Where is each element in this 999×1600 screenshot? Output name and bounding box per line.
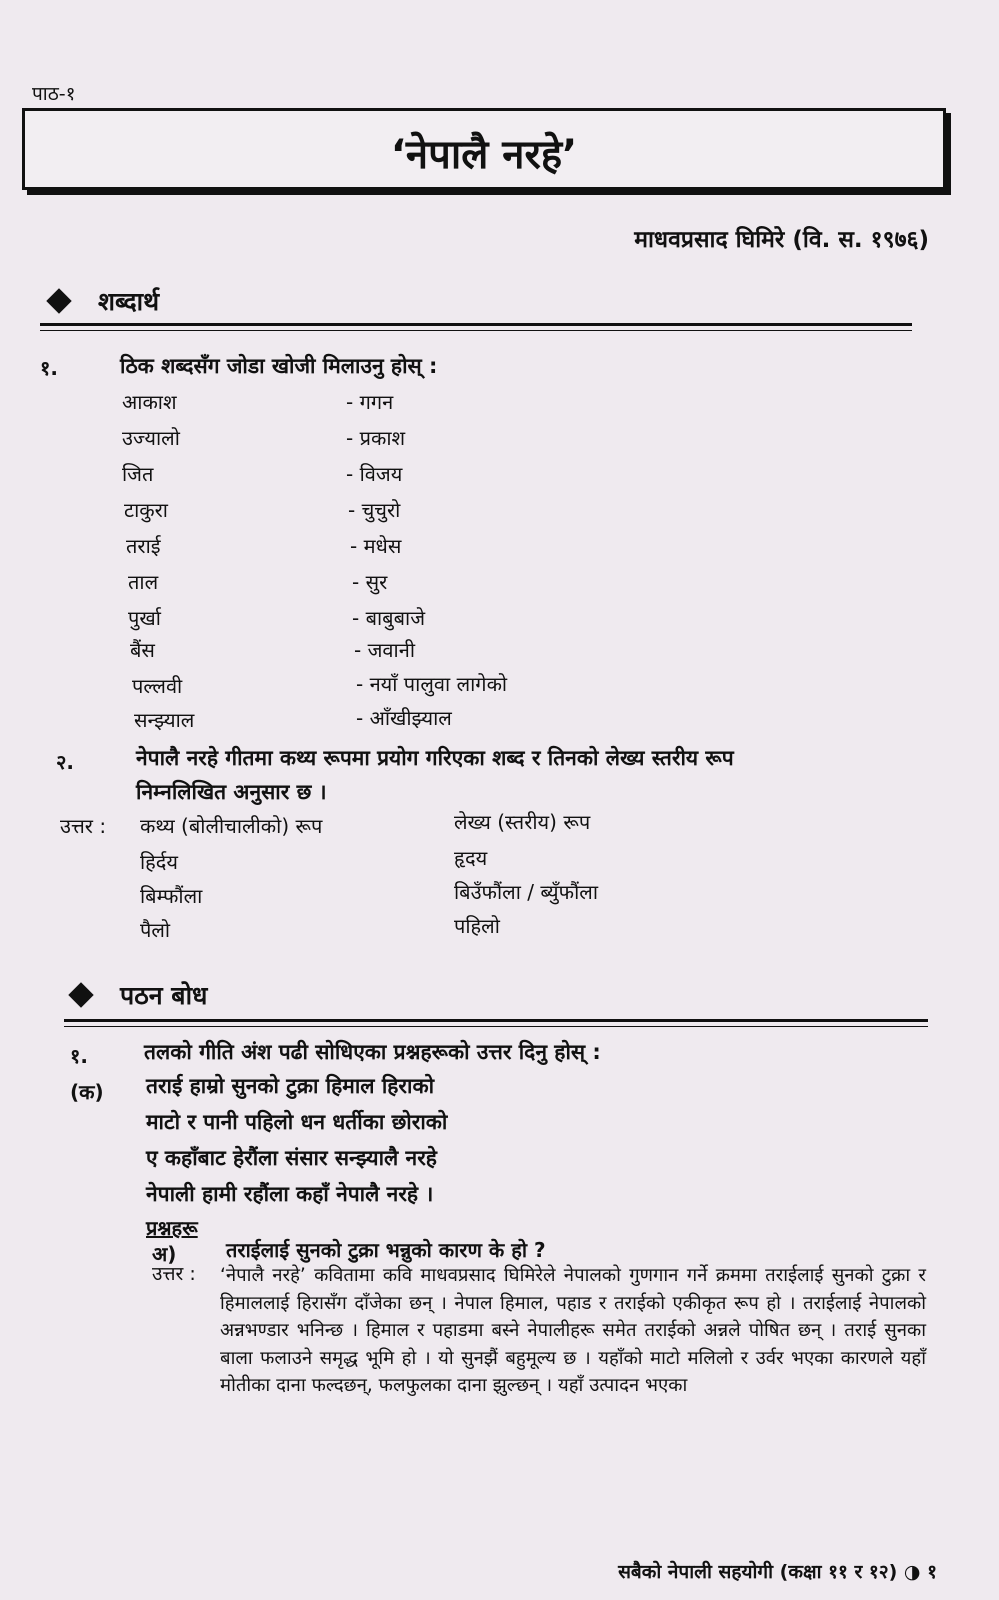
spoken-form: पैलो xyxy=(140,918,171,942)
question-number: १. xyxy=(40,356,58,380)
lesson-number: पाठ-१ xyxy=(32,83,76,105)
pair-word: ताल xyxy=(128,570,159,594)
written-form: हृदय xyxy=(454,846,488,870)
question-text: ठिक शब्दसँग जोडा खोजी मिलाउनु होस् : xyxy=(120,354,438,378)
question-number: १. xyxy=(70,1044,88,1068)
diamond-bullet-icon xyxy=(68,982,93,1007)
pair-word: जित xyxy=(122,462,154,486)
questions-heading: प्रश्नहरू xyxy=(146,1216,198,1240)
verse-line: माटो र पानी पहिलो धन धर्तीका छोराको xyxy=(146,1110,448,1134)
pair-meaning: - प्रकाश xyxy=(346,426,406,450)
answer-paragraph: ‘नेपालै नरहे’ कवितामा कवि माधवप्रसाद घिमिरेले नेपालको गुणगान गर्ने क्रममा तराईलाई सुनको टुक्रा र हिमाललाई हिरासँग दाँजेका छन् । नेपाल हिमाल, पहाड र तराईको एकीकृत रूप हो । तराईलाई नेपालको अन्नभण्डार भनिन्छ । हिमाल र पहाडमा बस्ने नेपालीहरू समेत तराईको अन्नले पोषित छन् । तराई सुनका बाला फलाउने समृद्ध भूमि हो । यो सुनझैं बहुमूल्य छ । यहाँको माटो मलिलो र उर्वर भएका कारणले यहाँ मोतीका दाना फल्दछन्, फलफुलका दाना झुल्छन् । यहाँ उत्पादन भएका xyxy=(220,1265,926,1396)
pair-meaning: - गगन xyxy=(346,390,394,414)
question-text-line: नेपालै नरहे गीतमा कथ्य रूपमा प्रयोग गरिएका शब्द र तिनको लेख्य स्तरीय रूप xyxy=(136,746,734,770)
pair-meaning: - चुचुरो xyxy=(348,498,401,522)
sub-label: (क) xyxy=(70,1080,104,1104)
answer-label: उत्तर : xyxy=(152,1263,196,1285)
section-rule xyxy=(64,1019,928,1022)
written-form: पहिलो xyxy=(454,914,500,938)
pair-meaning: - मधेस xyxy=(350,534,402,558)
column-head-written: लेख्य (स्तरीय) रूप xyxy=(454,810,591,834)
pair-word: उज्यालो xyxy=(122,426,180,450)
pair-meaning: - नयाँ पालुवा लागेको xyxy=(356,672,508,696)
page-title: ‘नेपालै नरहे’ xyxy=(390,132,578,178)
pair-word: पुर्खा xyxy=(128,606,161,630)
pair-meaning: - जवानी xyxy=(354,638,415,662)
page-footer: सबैको नेपाली सहयोगी (कक्षा ११ र १२) ◑ १ xyxy=(618,1561,937,1583)
section-heading-glossary: शब्दार्थ xyxy=(98,287,160,316)
title-box xyxy=(22,108,946,190)
sub-question-text: तराईलाई सुनको टुक्रा भन्नुको कारण के हो ? xyxy=(226,1238,546,1262)
verse-line: तराई हाम्रो सुनको टुक्रा हिमाल हिराको xyxy=(146,1074,435,1098)
column-head-spoken: कथ्य (बोलीचालीको) रूप xyxy=(140,814,323,838)
pair-word: सन्झ्याल xyxy=(134,708,195,732)
spoken-form: बिम्फौंला xyxy=(140,884,203,908)
pair-word: पल्लवी xyxy=(132,674,183,698)
question-text-line: निम्नलिखित अनुसार छ । xyxy=(136,780,327,804)
pair-word: बैंस xyxy=(130,638,155,662)
diamond-bullet-icon xyxy=(46,288,71,313)
sub-question-label: अ) xyxy=(152,1242,177,1266)
pair-meaning: - सुर xyxy=(352,570,388,594)
section-heading-reading: पठन बोध xyxy=(120,981,208,1010)
pair-meaning: - विजय xyxy=(346,462,403,486)
section-rule-thin xyxy=(40,330,912,331)
question-text: तलको गीति अंश पढी सोधिएका प्रश्नहरूको उत्तर दिनु होस् : xyxy=(144,1040,601,1064)
written-form: बिउँफौंला / ब्युँफौंला xyxy=(454,880,598,904)
question-number: २. xyxy=(56,750,74,774)
pair-word: टाकुरा xyxy=(124,498,168,522)
spoken-form: हिर्दय xyxy=(140,850,179,874)
answer-label: उत्तर : xyxy=(60,814,107,838)
pair-meaning: - बाबुबाजे xyxy=(352,606,426,630)
pair-word: आकाश xyxy=(122,390,177,414)
verse-line: ए कहाँबाट हेरौंला संसार सन्झ्यालै नरहे xyxy=(146,1146,437,1170)
pair-word: तराई xyxy=(126,534,161,558)
section-rule-thin xyxy=(64,1026,928,1027)
author-line: माधवप्रसाद घिमिरे (वि. स. १९७६) xyxy=(634,227,929,253)
pair-meaning: - आँखीझ्याल xyxy=(356,706,452,730)
section-rule xyxy=(40,323,912,326)
verse-line: नेपाली हामी रहौंला कहाँ नेपालै नरहे । xyxy=(146,1182,434,1206)
